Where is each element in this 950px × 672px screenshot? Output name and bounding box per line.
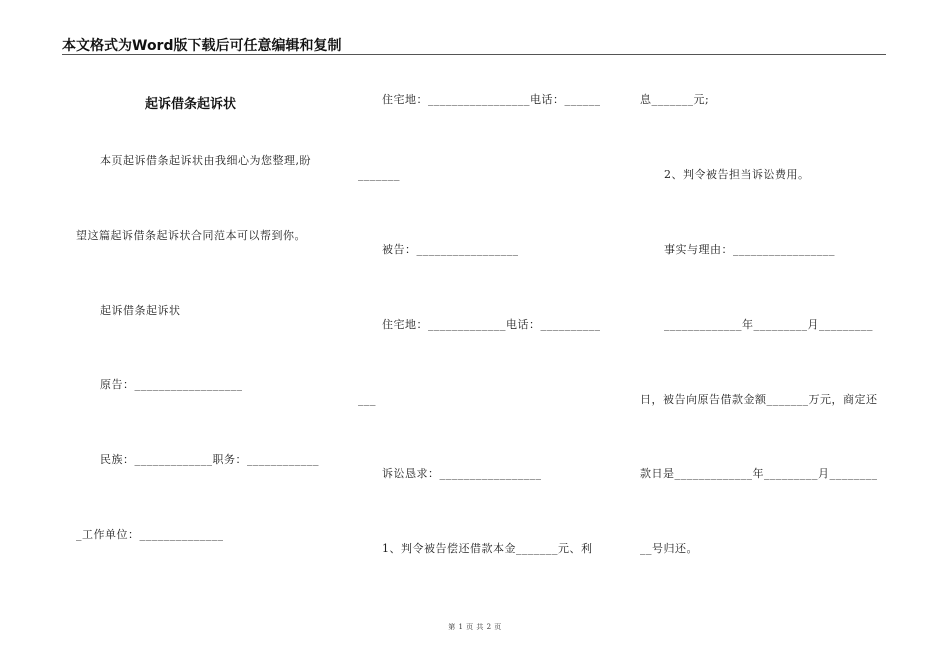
return-line: __号归还。 bbox=[640, 542, 698, 555]
claims-line: 诉讼恳求：_________________ bbox=[382, 467, 542, 480]
header-text: 本文格式为Word版下载后可任意编辑和复制 bbox=[62, 38, 342, 54]
interest-line: 息_______元; bbox=[640, 93, 710, 106]
residence-continuation-1: _______ bbox=[358, 168, 400, 181]
repay-date-line: 款日是_____________年_________月________ bbox=[640, 467, 878, 480]
residence-continuation-2: ___ bbox=[358, 393, 376, 406]
date-line: _____________年_________月_________ bbox=[664, 318, 873, 331]
plaintiff-line: 原告：__________________ bbox=[100, 378, 243, 391]
document-title: 起诉借条起诉状 bbox=[145, 97, 237, 112]
facts-line: 事实与理由：_________________ bbox=[664, 243, 835, 256]
defendant-line: 被告：_________________ bbox=[382, 243, 519, 256]
claim-2-line: 2、判令被告担当诉讼费用。 bbox=[664, 168, 810, 181]
page-header bbox=[62, 34, 886, 55]
borrow-line: 日，被告向原告借款金额_______万元，商定还 bbox=[640, 393, 878, 406]
intro-line-2: 望这篇起诉借条起诉状合同范本可以帮到你。 bbox=[76, 229, 306, 242]
residence-line-1: 住宅地：_________________电话：______ bbox=[382, 93, 601, 106]
doc-heading: 起诉借条起诉状 bbox=[100, 304, 181, 317]
page-footer: 第 1 页 共 2 页 bbox=[448, 623, 502, 631]
work-unit-line: _工作单位：______________ bbox=[76, 528, 224, 541]
intro-line-1: 本页起诉借条起诉状由我细心为您整理,盼 bbox=[100, 154, 311, 167]
claim-1-line: 1、判令被告偿还借款本金_______元、利 bbox=[382, 542, 593, 555]
ethnicity-line: 民族：_____________职务：____________ bbox=[100, 453, 319, 466]
residence-line-2: 住宅地：_____________电话：__________ bbox=[382, 318, 601, 331]
